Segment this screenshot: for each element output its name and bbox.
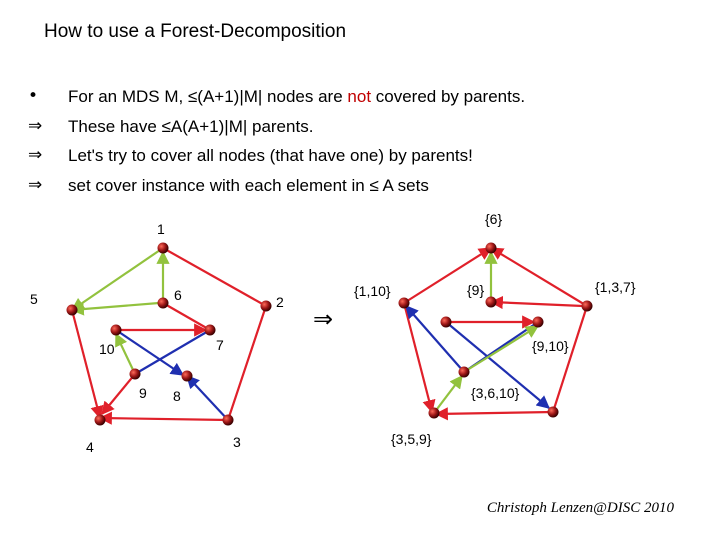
node-label: 9 — [139, 385, 147, 401]
text-segment: These have — [68, 116, 162, 136]
text-segment: For an MDS M, — [68, 87, 188, 106]
graph-node — [130, 369, 141, 380]
edge-blue — [187, 376, 228, 420]
graph-node — [582, 301, 593, 312]
edge-green — [464, 326, 538, 372]
text-segment: Let's try to cover all nodes (that have one) by parents! — [68, 146, 473, 165]
edge-red — [163, 303, 210, 330]
graph-node — [486, 297, 497, 308]
edge-red — [72, 310, 100, 418]
node-label: 4 — [86, 439, 94, 455]
bullet-marker: • — [28, 86, 39, 106]
edge-red — [228, 306, 266, 420]
text-segment: ≤(A+1)|M| nodes are — [187, 87, 348, 106]
edge-green — [434, 376, 462, 413]
implies-marker: ⇒ — [28, 115, 43, 136]
edge-blue — [406, 306, 464, 372]
left-graph — [30, 221, 284, 455]
highlighted-word: not — [347, 87, 372, 106]
edge-red — [436, 412, 553, 414]
graph-node — [429, 408, 440, 419]
implies-marker: ⇒ — [28, 174, 43, 195]
set-label: {6} — [485, 211, 503, 227]
implies-marker: ⇒ — [28, 145, 43, 165]
set-label: {9,10} — [532, 338, 569, 354]
graph-node — [95, 415, 106, 426]
graph-node — [67, 305, 78, 316]
graph-node — [182, 371, 193, 382]
set-label: {3,6,10} — [471, 385, 520, 401]
set-label: {1,10} — [354, 283, 391, 299]
graph-node — [223, 415, 234, 426]
graph-node — [533, 317, 544, 328]
node-label: 5 — [30, 291, 38, 307]
node-label: 2 — [276, 294, 284, 310]
node-label: 7 — [216, 337, 224, 353]
edge-red — [553, 306, 587, 412]
slide-title: How to use a Forest-Decomposition — [44, 21, 347, 42]
graph-node — [486, 243, 497, 254]
set-label: {1,3,7} — [595, 279, 636, 295]
graph-node — [111, 325, 122, 336]
text-segment: ≤A(A+1)|M| parents. — [161, 116, 314, 136]
graph-node — [459, 367, 470, 378]
edge-red — [491, 248, 587, 306]
graph-node — [399, 298, 410, 309]
graph-node — [158, 243, 169, 254]
edge-red — [100, 418, 228, 420]
node-label: 8 — [173, 388, 181, 404]
set-label: {3,5,9} — [391, 431, 432, 447]
text-segment: ≤ A sets — [369, 175, 429, 195]
node-label: 3 — [233, 434, 241, 450]
node-label: 10 — [99, 341, 115, 357]
set-label: {9} — [467, 282, 485, 298]
graph-node — [441, 317, 452, 328]
text-segment: set cover instance with each element in — [68, 175, 370, 195]
edge-red — [102, 374, 135, 414]
graph-node — [158, 298, 169, 309]
right-graph — [354, 211, 636, 447]
node-label: 6 — [174, 287, 182, 303]
text-segment: covered by parents. — [371, 87, 526, 106]
graph-node — [261, 301, 272, 312]
implies-arrow: ⇒ — [313, 305, 334, 333]
edge-green — [72, 248, 163, 310]
graph-node — [205, 325, 216, 336]
edge-red — [491, 302, 583, 306]
node-label: 1 — [157, 221, 165, 237]
edge-green — [72, 303, 159, 310]
footer-credit: Christoph Lenzen@DISC 2010 — [486, 500, 674, 516]
graph-node — [548, 407, 559, 418]
